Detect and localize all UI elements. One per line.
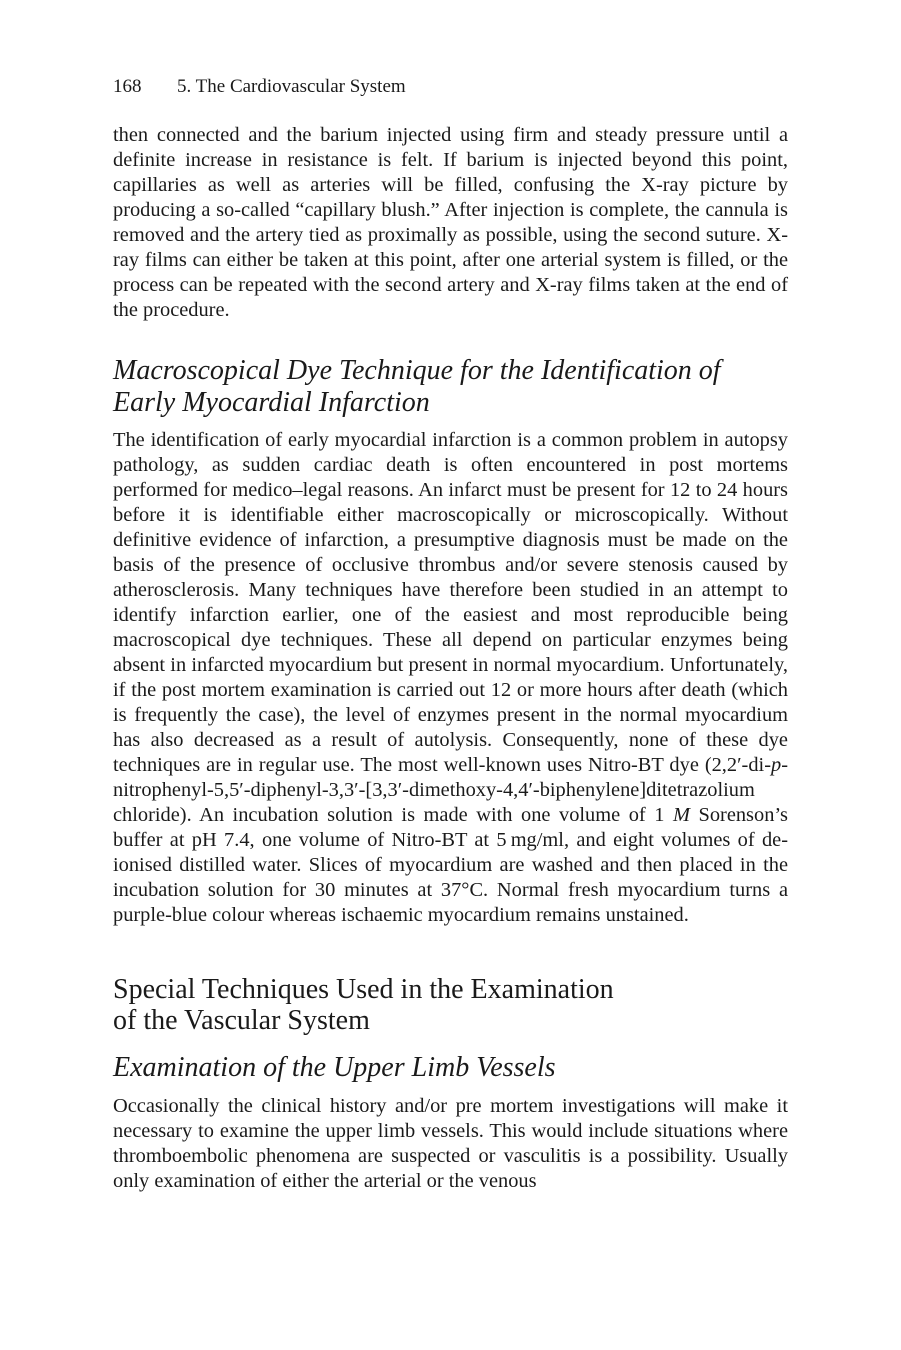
para2-italic-m: M — [672, 804, 690, 826]
spacer — [113, 1084, 788, 1094]
spacer — [113, 419, 788, 428]
heading-dye-technique-line1: Macroscopical Dye Technique for the Identification of — [113, 355, 721, 386]
spacer — [113, 928, 788, 974]
spacer — [113, 323, 788, 355]
heading-upper-limb-vessels: Examination of the Upper Limb Vessels — [113, 1052, 556, 1083]
para2-text-1: The identification of early myocardial infarction is a common problem in autopsy pathology, as sudden cardiac death is often encountered in post mortems performed for medico–legal reasons. An infarct must be present for 12 to 24 hours before it is identifiable either macroscopically or microscopically. Without definitive evidence of infarction, a presumptive diagnosis must be made on the basis of the presence of occlusive thrombus and/or severe stenosis caused by atherosclerosis. Many techniques have therefore been studied in an attempt to identify infarction earlier, one of the easiest and most reproducible being macroscopical dye techniques. These all depend on particular enzymes being absent in infarcted myocardium but present in normal myocardium. Unfortunately, if the post mortem examination is carried out 12 or more hours after death (which is frequently the case), the level of enzymes present in the normal myocardium has also decreased as a result of autolysis. Consequently, none of these dye techniques are in regular use. The most well-known uses Nitro-BT dye (2,2′-di- — [113, 429, 788, 776]
heading-special-techniques-line2: of the Vascular System — [113, 1005, 370, 1036]
para2-text-2: -nitrophenyl-5,5′-diphenyl-3,3′-[3,3′-dimethoxy-4,4′-biphenylene]ditetrazolium chloride). An incubation solution is made with one volume of 1 — [113, 754, 788, 826]
heading-dye-technique-line2: Early Myocardial Infarction — [113, 387, 430, 418]
chapter-title: 5. The Cardiovascular System — [177, 76, 406, 97]
running-head — [113, 74, 788, 100]
heading-dye-technique — [113, 355, 788, 419]
para2-italic-p: p — [771, 754, 782, 776]
paragraph-myocardial-infarction — [113, 428, 788, 928]
para2-text-3: Sorenson’s buffer at pH 7.4, one volume of Nitro-BT at 5 mg/ml, and eight volumes of de-ionised distilled water. Slices of myocardium are washed and then placed in the incubation solution for 30 minutes at 37°C. Normal fresh myocardium turns a purple-blue colour whereas ischaemic myocardium remains unstained. — [113, 804, 788, 926]
paragraph-upper-limb: Occasionally the clinical history and/or pre mortem investigations will make it necessary to examine the upper limb vessels. This would include situations where thromboembolic phenomena are suspected or vasculitis is a possibility. Usually only examination of either the arterial or the venous — [113, 1095, 788, 1192]
heading-special-techniques — [113, 974, 788, 1036]
paragraph-barium-injection: then connected and the barium injected using firm and steady pressure until a definite increase in resistance is felt. If barium is injected beyond this point, capillaries as well as arteries will be filled, confusing the X-ray picture by producing a so-called “capillary blush.” After injection is complete, the cannula is removed and the artery tied as proximally as possible, using the second suture. X-ray films can either be taken at this point, after one arterial system is filled, or the process can be repeated with the second artery and X-ray films taken at the end of the procedure. — [113, 124, 788, 321]
heading-special-techniques-line1: Special Techniques Used in the Examination — [113, 974, 614, 1005]
page-number: 168 — [113, 76, 142, 97]
spacer — [113, 1036, 788, 1052]
page — [113, 74, 788, 1194]
